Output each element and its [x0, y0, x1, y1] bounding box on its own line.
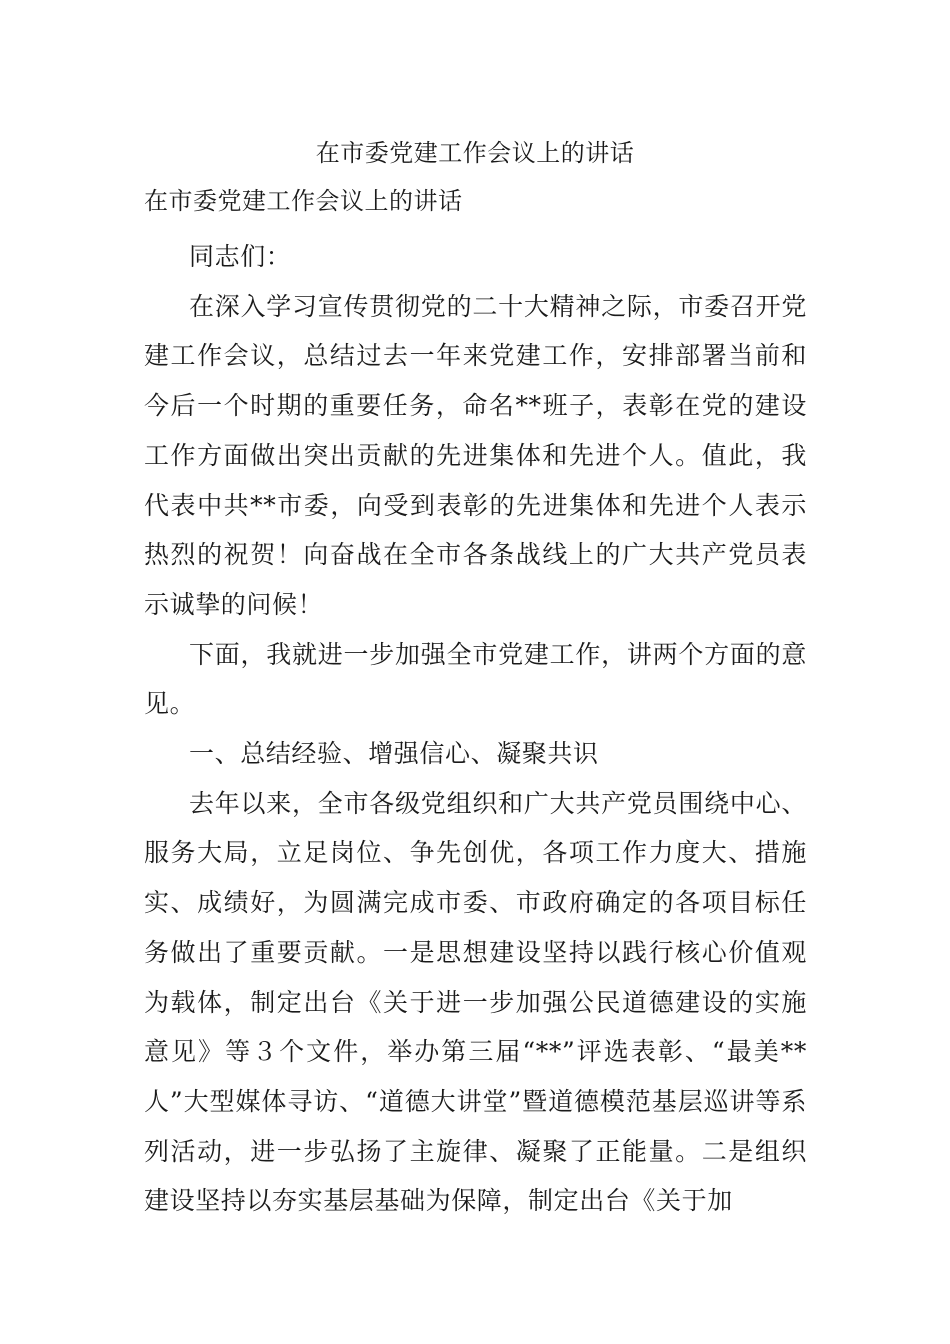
- section-body-paragraph: 去年以来，全市各级党组织和广大共产党员围绕中心、服务大局，立足岗位、争先创优，各项工作力度大、措施实、成绩好，为圆满完成市委、市政府确定的各项目标任务做出了重要贡献。一是思想建设坚持以践行核心价值观为载体，制定出台《关于进一步加强公民道德建设的实施意见》等３个文件，举办第三届“**”评选表彰、“最美**人”大型媒体寻访、“道德大讲堂”暨道德模范基层巡讲等系列活动，进一步弘扬了主旋律、凝聚了正能量。二是组织建设坚持以夯实基层基础为保障，制定出台《关于加: [144, 788, 807, 1216]
- document-body: [144, 232, 807, 1226]
- salutation-paragraph: 同志们：: [189, 242, 292, 271]
- section-heading: 一、总结经验、增强信心、凝聚共识: [189, 739, 599, 769]
- opening-paragraph: 在深入学习宣传贯彻党的二十大精神之际，市委召开党建工作会议，总结过去一年来党建工作，安排部署当前和今后一个时期的重要任务，命名**班子，表彰在党的建设工作方面做出突出贡献的先进集体和先进个人。值此，我代表中共**市委，向受到表彰的先进集体和先进个人表示热烈的祝贺！向奋战在全市各条战线上的广大共产党员表示诚挚的问候！: [144, 291, 807, 619]
- document-subtitle: 在市委党建工作会议上的讲话: [144, 187, 463, 215]
- outline-paragraph: 下面，我就进一步加强全市党建工作，讲两个方面的意见。: [144, 639, 807, 719]
- document-title: 在市委党建工作会议上的讲话: [315, 139, 635, 167]
